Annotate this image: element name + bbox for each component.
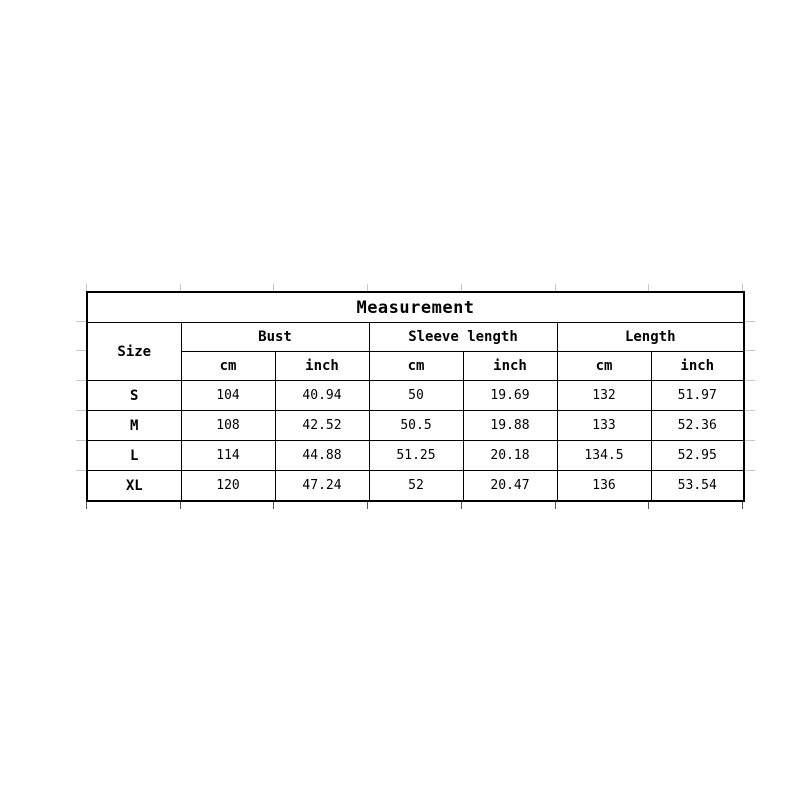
size-chart-table xyxy=(86,291,745,502)
bust-cm-cell: 104 xyxy=(181,381,275,411)
unit-header-bust-inch: inch xyxy=(275,352,369,381)
bust-inch-cell: 42.52 xyxy=(275,411,369,441)
table-title: Measurement xyxy=(87,292,744,323)
table-row xyxy=(87,441,744,471)
bust-cm-cell: 120 xyxy=(181,471,275,502)
gridline-stub xyxy=(76,350,86,351)
gridline-stub xyxy=(76,470,86,471)
length-inch-cell: 51.97 xyxy=(651,381,744,411)
sleeve-inch-cell: 20.47 xyxy=(463,471,557,502)
length-cm-cell: 134.5 xyxy=(557,441,651,471)
bust-inch-cell: 47.24 xyxy=(275,471,369,502)
size-column-header: Size xyxy=(87,323,181,381)
group-header-sleeve-length: Sleeve length xyxy=(369,323,557,352)
unit-header-sleeve-cm: cm xyxy=(369,352,463,381)
group-header-length: Length xyxy=(557,323,744,352)
sleeve-inch-cell: 20.18 xyxy=(463,441,557,471)
sleeve-cm-cell: 50 xyxy=(369,381,463,411)
sleeve-cm-cell: 51.25 xyxy=(369,441,463,471)
bust-inch-cell: 44.88 xyxy=(275,441,369,471)
length-cm-cell: 133 xyxy=(557,411,651,441)
length-inch-cell: 53.54 xyxy=(651,471,744,502)
sleeve-inch-cell: 19.69 xyxy=(463,381,557,411)
size-cell: XL xyxy=(87,471,181,502)
table-row xyxy=(87,411,744,441)
table-row xyxy=(87,381,744,411)
unit-header-sleeve-inch: inch xyxy=(463,352,557,381)
bust-cm-cell: 108 xyxy=(181,411,275,441)
length-cm-cell: 136 xyxy=(557,471,651,502)
length-cm-cell: 132 xyxy=(557,381,651,411)
gridline-stub xyxy=(76,380,86,381)
unit-header-length-cm: cm xyxy=(557,352,651,381)
sleeve-cm-cell: 52 xyxy=(369,471,463,502)
unit-header-bust-cm: cm xyxy=(181,352,275,381)
length-inch-cell: 52.95 xyxy=(651,441,744,471)
size-cell: L xyxy=(87,441,181,471)
gridline-stub xyxy=(76,321,86,322)
sleeve-inch-cell: 19.88 xyxy=(463,411,557,441)
sleeve-cm-cell: 50.5 xyxy=(369,411,463,441)
group-header-row xyxy=(87,323,744,352)
length-inch-cell: 52.36 xyxy=(651,411,744,441)
size-cell: S xyxy=(87,381,181,411)
group-header-bust: Bust xyxy=(181,323,369,352)
unit-header-row xyxy=(87,352,744,381)
gridline-stub xyxy=(76,440,86,441)
gridline-stub xyxy=(76,410,86,411)
table-row xyxy=(87,471,744,502)
title-row xyxy=(87,292,744,323)
bust-inch-cell: 40.94 xyxy=(275,381,369,411)
unit-header-length-inch: inch xyxy=(651,352,744,381)
bust-cm-cell: 114 xyxy=(181,441,275,471)
size-cell: M xyxy=(87,411,181,441)
